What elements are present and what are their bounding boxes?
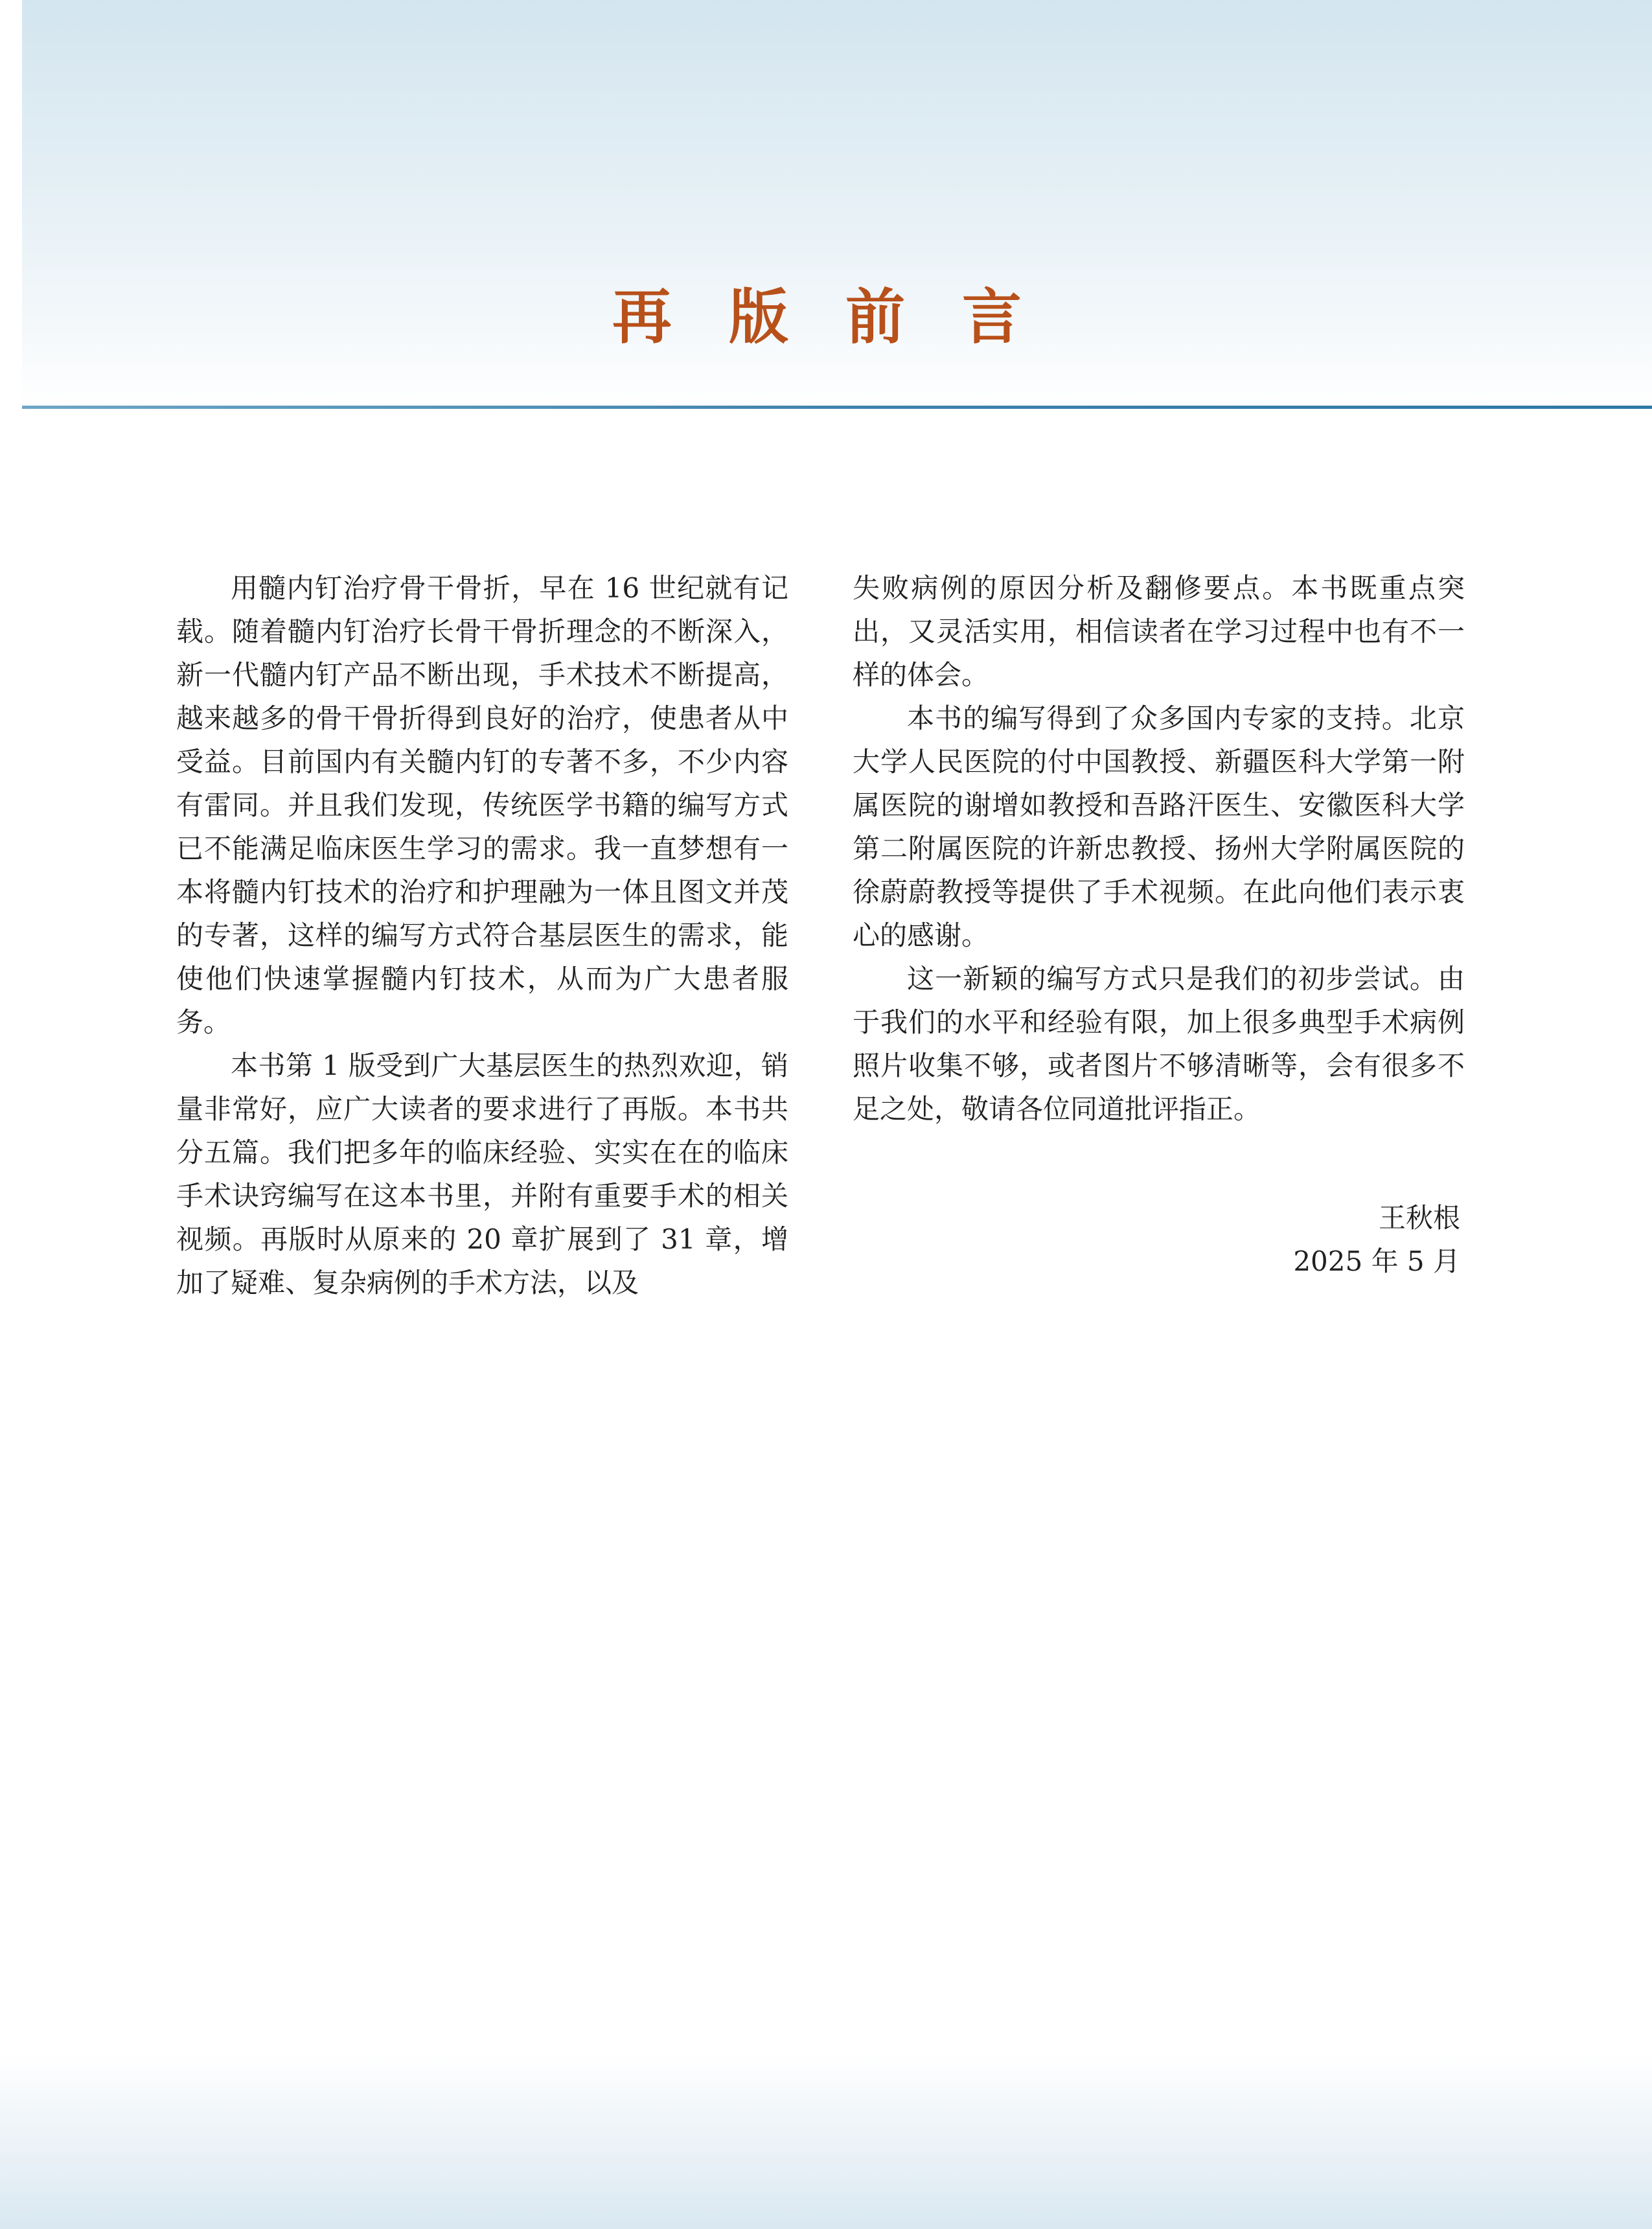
paragraph: 这一新颖的编写方式只是我们的初步尝试。由于我们的水平和经验有限，加上很多典型手术病例照片收集不够，或者图片不够清晰等，会有很多不足之处，敬请各位同道批评指正。 [853,963,1465,1125]
signature-block [1293,1196,1460,1283]
paragraph: 本书第 1 版受到广大基层医生的热烈欢迎，销量非常好，应广大读者的要求进行了再版。本书共分五篇。我们把多年的临床经验、实实在在的临床手术诀窍编写在这本书里，并附有重要手术的相关视频。再版时从原来的 20 章扩展到了 31 章，增加了疑难、复杂病例的手术方法，以及 [176,1050,788,1299]
paragraph: 本书的编写得到了众多国内专家的支持。北京大学人民医院的付中国教授、新疆医科大学第一附属医院的谢增如教授和吾路汗医生、安徽医科大学第二附属医院的许新忠教授、扬州大学附属医院的徐蔚蔚教授等提供了手术视频。在此向他们表示衷心的感谢。 [853,702,1465,951]
footer-band [0,2054,1652,2229]
header-divider [22,406,1652,409]
paragraph-continued: 失败病例的原因分析及翻修要点。本书既重点突出，又灵活实用，相信读者在学习过程中也有不一样的体会。 [853,572,1465,691]
author-name: 王秋根 [1378,1202,1460,1234]
right-column [853,566,1465,1131]
signature-date: 2025 年 5 月 [1293,1245,1460,1277]
page-title: 再 版 前 言 [612,283,1040,352]
left-column [176,566,788,1304]
paragraph: 用髓内钉治疗骨干骨折，早在 16 世纪就有记载。随着髓内钉治疗长骨干骨折理念的不断深入，新一代髓内钉产品不断出现，手术技术不断提高，越来越多的骨干骨折得到良好的治疗，使患者从中受益。目前国内有关髓内钉的专著不多，不少内容有雷同。并且我们发现，传统医学书籍的编写方式已不能满足临床医生学习的需求。我一直梦想有一本将髓内钉技术的治疗和护理融为一体且图文并茂的专著，这样的编写方式符合基层医生的需求，能使他们快速掌握髓内钉技术，从而为广大患者服务。 [176,572,788,1038]
